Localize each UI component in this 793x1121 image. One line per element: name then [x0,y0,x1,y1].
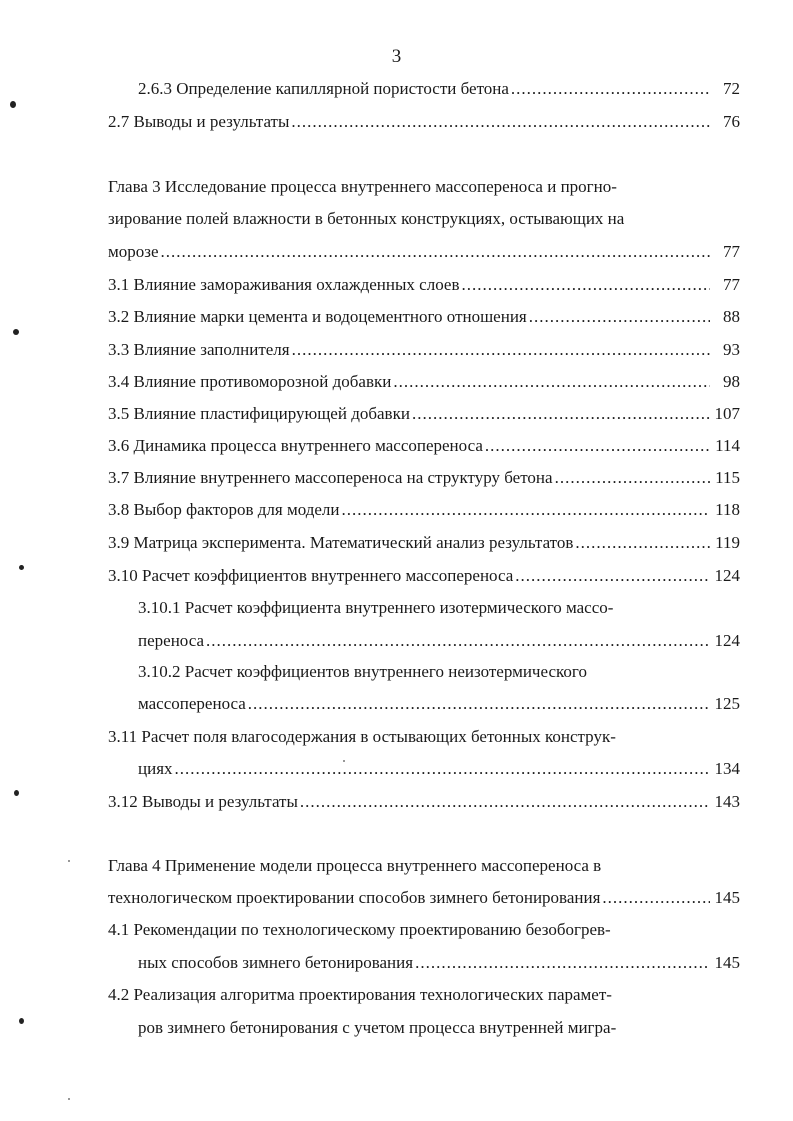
toc-dot-leader [393,369,710,395]
toc-entry-3-3 [108,337,740,363]
toc-entry-4-2-line-2: ров зимнего бетонирования с учетом процесса внутренней мигра- [138,1018,617,1037]
toc-dot-leader [485,433,710,459]
toc-chapter-3 [108,239,740,265]
toc-entry-title: 3.2 Влияние марки цемента и водоцементного отношения [108,307,527,326]
toc-entry-page: 88 [723,307,740,326]
toc-entry-title: переноса [138,631,205,650]
scan-hole-mark [10,101,16,108]
toc-entry-page: 124 [714,566,740,585]
toc-entry-title: 3.4 Влияние противоморозной добавки [108,372,392,391]
toc-entry-page: 145 [714,953,740,972]
toc-entry-3-10-1-line-1: 3.10.1 Расчет коэффициента внутреннего изотермического массо- [138,598,614,617]
toc-entry-3-11-line-1: 3.11 Расчет поля влагосодержания в остывающих бетонных конструк- [108,727,616,746]
toc-entry-page: 72 [723,79,740,98]
toc-entry-page: 77 [723,275,740,294]
toc-entry-4-1-line-1: 4.1 Рекомендации по технологическому проектированию безобогрев- [108,920,611,939]
toc-entry-page: 76 [723,112,740,131]
toc-chapter-3-line-1: Глава 3 Исследование процесса внутреннего массопереноса и прогно- [108,177,617,196]
toc-chapter-4 [108,885,740,911]
toc-entry-page: 93 [723,340,740,359]
toc-dot-leader [575,530,710,556]
toc-entry-title: 3.7 Влияние внутреннего массопереноса на структуру бетона [108,468,553,487]
toc-entry-title: 3.5 Влияние пластифицирующей добавки [108,404,410,423]
toc-dot-leader [511,76,710,102]
toc-entry-page: 119 [715,533,740,552]
toc-entry-3-10-2 [138,691,740,717]
toc-entry-title: морозе [108,242,159,261]
toc-dot-leader [175,756,710,782]
toc-dot-leader [248,691,710,717]
scan-hole-mark [13,329,19,335]
scan-hole-mark [19,1018,24,1024]
toc-dot-leader [415,950,710,976]
toc-chapter-4-line-1: Глава 4 Применение модели процесса внутреннего массопереноса в [108,856,602,875]
toc-entry-3-11 [138,756,740,782]
toc-entry-page: 98 [723,372,740,391]
toc-dot-leader [206,628,710,654]
toc-entry-3-4 [108,369,740,395]
toc-entry-3-12 [108,789,740,815]
toc-entry-title: 3.10 Расчет коэффициентов внутреннего массопереноса [108,566,514,585]
toc-entry-page: 125 [714,694,740,713]
toc-entry-page: 107 [714,404,740,423]
toc-entry-2-7 [108,109,740,135]
toc-entry-title: 2.6.3 Определение капиллярной пористости бетона [138,79,509,98]
toc-entry-page: 143 [714,792,740,811]
toc-entry-title: 3.12 Выводы и результаты [108,792,298,811]
toc-entry-title: 3.8 Выбор факторов для модели [108,500,340,519]
toc-entry-page: 77 [723,242,740,261]
toc-dot-leader [300,789,710,815]
toc-dot-leader [515,563,710,589]
toc-entry-4-2-line-1: 4.2 Реализация алгоритма проектирования технологических парамет- [108,985,612,1004]
toc-dot-leader [292,337,710,363]
toc-entry-title: циях [138,759,173,778]
toc-entry-page: 145 [714,888,740,907]
toc-entry-title: ных способов зимнего бетонирования [138,953,414,972]
toc-entry-3-10-1 [138,628,740,654]
scan-hole-mark [14,790,19,796]
toc-entry-title: технологическом проектировании способов зимнего бетонирования [108,888,601,907]
toc-entry-page: 115 [715,468,740,487]
toc-entry-2-6-3 [138,76,740,102]
toc-entry-page: 114 [715,436,740,455]
toc-entry-3-10 [108,563,740,589]
toc-entry-page: 118 [715,500,740,519]
toc-chapter-3-line-2: зирование полей влажности в бетонных конструкциях, остывающих на [108,209,625,228]
scan-hole-mark [19,565,24,570]
toc-dot-leader [412,401,710,427]
toc-dot-leader [161,239,710,265]
toc-entry-3-10-2-line-1: 3.10.2 Расчет коэффициентов внутреннего неизотермического [138,662,587,681]
toc-dot-leader [602,885,710,911]
page-number: 3 [391,46,402,67]
toc-entry-3-8 [108,497,740,523]
toc-entry-title: массопереноса [138,694,246,713]
toc-entry-3-7 [108,465,740,491]
scan-speck [68,860,70,862]
toc-entry-3-9 [108,530,740,556]
toc-entry-title: 3.1 Влияние замораживания охлажденных слоев [108,275,460,294]
toc-entry-3-2 [108,304,740,330]
toc-dot-leader [461,272,710,298]
toc-entry-3-6 [108,433,740,459]
scan-speck [68,1098,70,1100]
toc-entry-page: 124 [714,631,740,650]
toc-dot-leader [555,465,710,491]
toc-dot-leader [291,109,710,135]
toc-entry-page: 134 [714,759,740,778]
toc-dot-leader [529,304,710,330]
toc-entry-title: 3.3 Влияние заполнителя [108,340,290,359]
toc-entry-3-5 [108,401,740,427]
toc-entry-4-1 [138,950,740,976]
toc-entry-3-1 [108,272,740,298]
toc-entry-title: 3.6 Динамика процесса внутреннего массопереноса [108,436,483,455]
toc-entry-title: 3.9 Матрица эксперимента. Математический анализ результатов [108,533,574,552]
toc-entry-title: 2.7 Выводы и результаты [108,112,290,131]
scan-speck [343,760,345,762]
toc-dot-leader [341,497,710,523]
